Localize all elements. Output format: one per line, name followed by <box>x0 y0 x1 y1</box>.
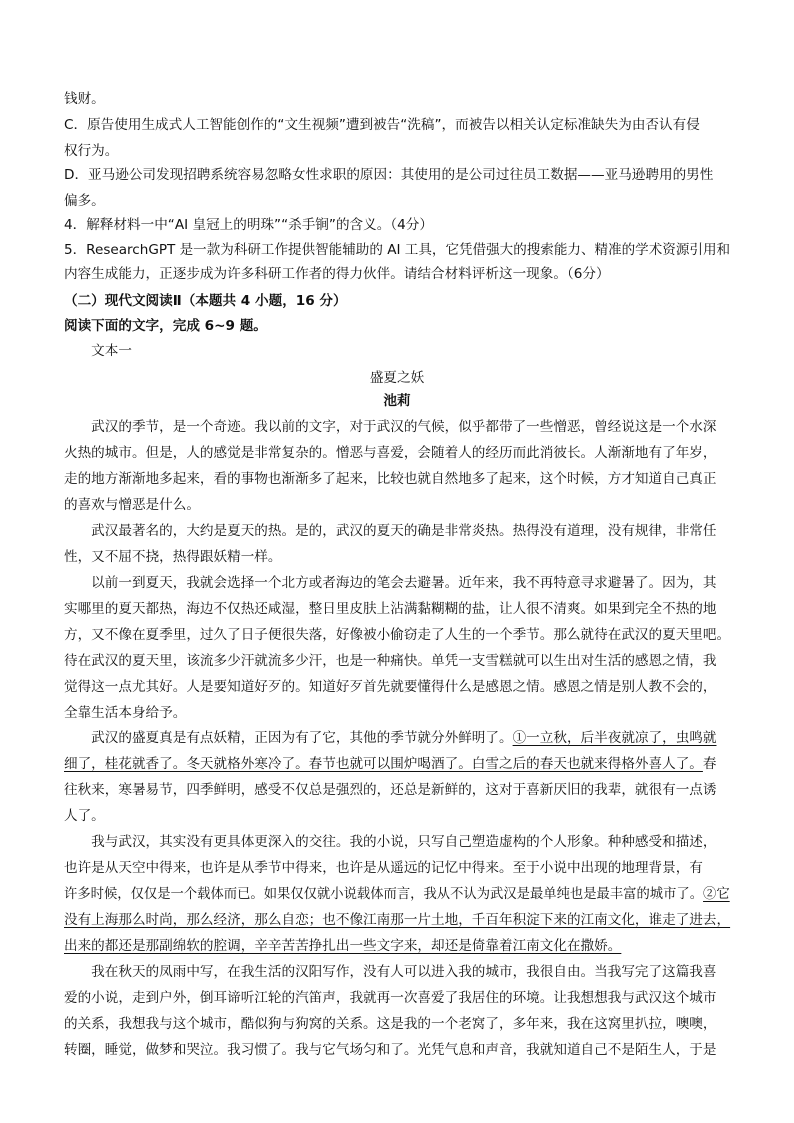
para6-line1: 我与武汉，其实没有更具体更深入的交往。我的小说，只写自己塑造虚构的个人形象。种种感受和描述， <box>64 834 717 850</box>
text-line: 武汉的季节，是一个奇迹。我以前的文字，对于武汉的气候，似乎都带了一些憎恶，曾经说这是一个水深 <box>64 419 717 435</box>
text-line: D．亚马逊公司发现招聘系统容易忽略女性求职的原因：其使用的是公司过往员工数据——亚马逊聘用的男性 <box>64 167 714 183</box>
para7-line4: 转圈，睡觉，做梦和哭泣。我习惯了。我与它气场匀和了。光凭气息和声音，我就知道自己不是陌生人，于是 <box>64 1042 717 1058</box>
text-line: 5．ResearchGPT 是一款为科研工作提供智能辅助的 AI 工具，它凭借强大的搜索能力、精准的学术资源引用和 <box>64 242 731 258</box>
text-line: 钱财。 <box>64 91 105 107</box>
underlined-sentence-2-cont: 没有上海那么时尚，那么经济，那么自恋；也不像江南那一片土地，千百年积淀下来的江南文化，谁走了进去， <box>64 912 731 928</box>
underlined-sentence-2: ②它 <box>703 886 730 902</box>
text-line: 偏多。 <box>64 193 105 209</box>
para7-line3: 的关系，我想我与这个城市，酷似狗与狗窝的关系。这是我的一个老窝了，多年来，我在这窝里扒拉，噢噢， <box>64 1016 717 1032</box>
text-span: 许多时候，仅仅是一个载体而已。如果仅仅就小说载体而言，我从不认为武汉是最单纯也是最丰富的城市了。 <box>64 886 704 902</box>
text-line: 阅读下面的文字，完成 6~9 题。 <box>64 318 267 334</box>
text-line: 池莉 <box>383 393 411 409</box>
para7-line2: 爱的小说，走到户外，倒耳谛听江轮的汽笛声，我就再一次喜爱了我居住的环境。让我想想我与武汉这个城市 <box>64 990 717 1006</box>
text-line: 觉得这一点尤其好。人是要知道好歹的。知道好歹首先就要懂得什么是感恩之情。感恩之情是别人教不会的， <box>64 679 717 695</box>
text-line: 火热的城市。但是，人的感觉是非常复杂的。憎恶与喜爱，会随着人的经历而此消彼长。人渐渐地有了年岁， <box>64 445 717 461</box>
text-span: 春 <box>702 756 717 772</box>
para7-line1: 我在秋天的凤雨中写，在我生活的汉阳写作，没有人可以进入我的城市，我很自由。当我写完了这篇我喜 <box>64 964 717 980</box>
text-line: 4．解释材料一中“AI 皇冠上的明珠”“杀手锏”的含义。（4分） <box>64 217 433 233</box>
para6-line3 <box>64 885 730 903</box>
text-line: 的喜欢与憎恶是什么。 <box>64 497 200 513</box>
text-line: 文本一 <box>64 343 132 359</box>
underlined-sentence-2-end: 出来的都还是那副绵软的腔调，辛辛苦苦挣扎出一些文字来，却还是倚靠着江南文化在撒娇。 <box>64 938 622 954</box>
para5-line2 <box>64 755 717 773</box>
text-line: 盛夏之妖 <box>369 370 425 386</box>
text-span: 武汉的盛夏真是有点妖精，正因为有了它，其他的季节就分外鲜明了。 <box>64 730 513 746</box>
text-line: 武汉最著名的，大约是夏天的热。是的，武汉的夏天的确是非常炎热。热得没有道理，没有规律，非常任 <box>64 523 717 539</box>
text-line: 内容生成能力，正逐步成为许多科研工作者的得力伙伴。请结合材料评析这一现象。（6分） <box>64 266 610 282</box>
para5-line1 <box>64 729 717 747</box>
text-line: （二）现代文阅读Ⅱ（本题共 4 小题，16 分） <box>64 293 347 309</box>
text-line: 性，又不屈不挠，热得跟妖精一样。 <box>64 549 282 565</box>
underlined-sentence-1: ①一立秋，后半夜就凉了，虫鸣就 <box>512 730 717 746</box>
text-line: 以前一到夏天，我就会选择一个北方或者海边的笔会去避暑。近年来，我不再特意寻求避暑了。因为，其 <box>64 575 717 591</box>
text-line: 实哪里的夏天都热，海边不仅热还咸湿，整日里皮肤上沾满黏糊糊的盐，让人很不清爽。如果到完全不热的地 <box>64 601 717 617</box>
text-line: C．原告使用生成式人工智能创作的“文生视频”遭到被告“洗稿”，而被告以相关认定标准缺失为由否认有侵 <box>64 117 700 133</box>
text-line: 走的地方渐渐地多起来，看的事物也渐渐多了起来，比较也就自然地多了起来，这个时候，方才知道自己真正 <box>64 471 717 487</box>
para6-line2: 也许是从天空中得来，也许是从季节中得来，也许是从遥远的记忆中得来。至于小说中出现的地理背景，有 <box>64 860 703 876</box>
text-line: 全靠生活本身给予。 <box>64 705 187 721</box>
text-line: 权行为。 <box>64 143 119 159</box>
text-line: 方，又不像在夏季里，过久了日子便很失落，好像被小偷窃走了人生的一个季节。那么就待在武汉的夏天里吧。 <box>64 627 731 643</box>
text-line: 待在武汉的夏天里，该流多少汗就流多少汗，也是一种痛快。单凭一支雪糕就可以生出对生活的感恩之情，我 <box>64 653 717 669</box>
para5-line4: 人了。 <box>64 808 105 824</box>
underlined-sentence-1-cont: 细了，桂花就香了。冬天就格外寒冷了。春节也就可以围炉喝酒了。白雪之后的春天也就来得格外喜人了。 <box>64 756 703 772</box>
para5-line3: 往秋来，寒暑易节，四季鲜明，感受不仅总是强烈的，还总是新鲜的，这对于喜新厌旧的我辈，就很有一点诱 <box>64 782 717 798</box>
